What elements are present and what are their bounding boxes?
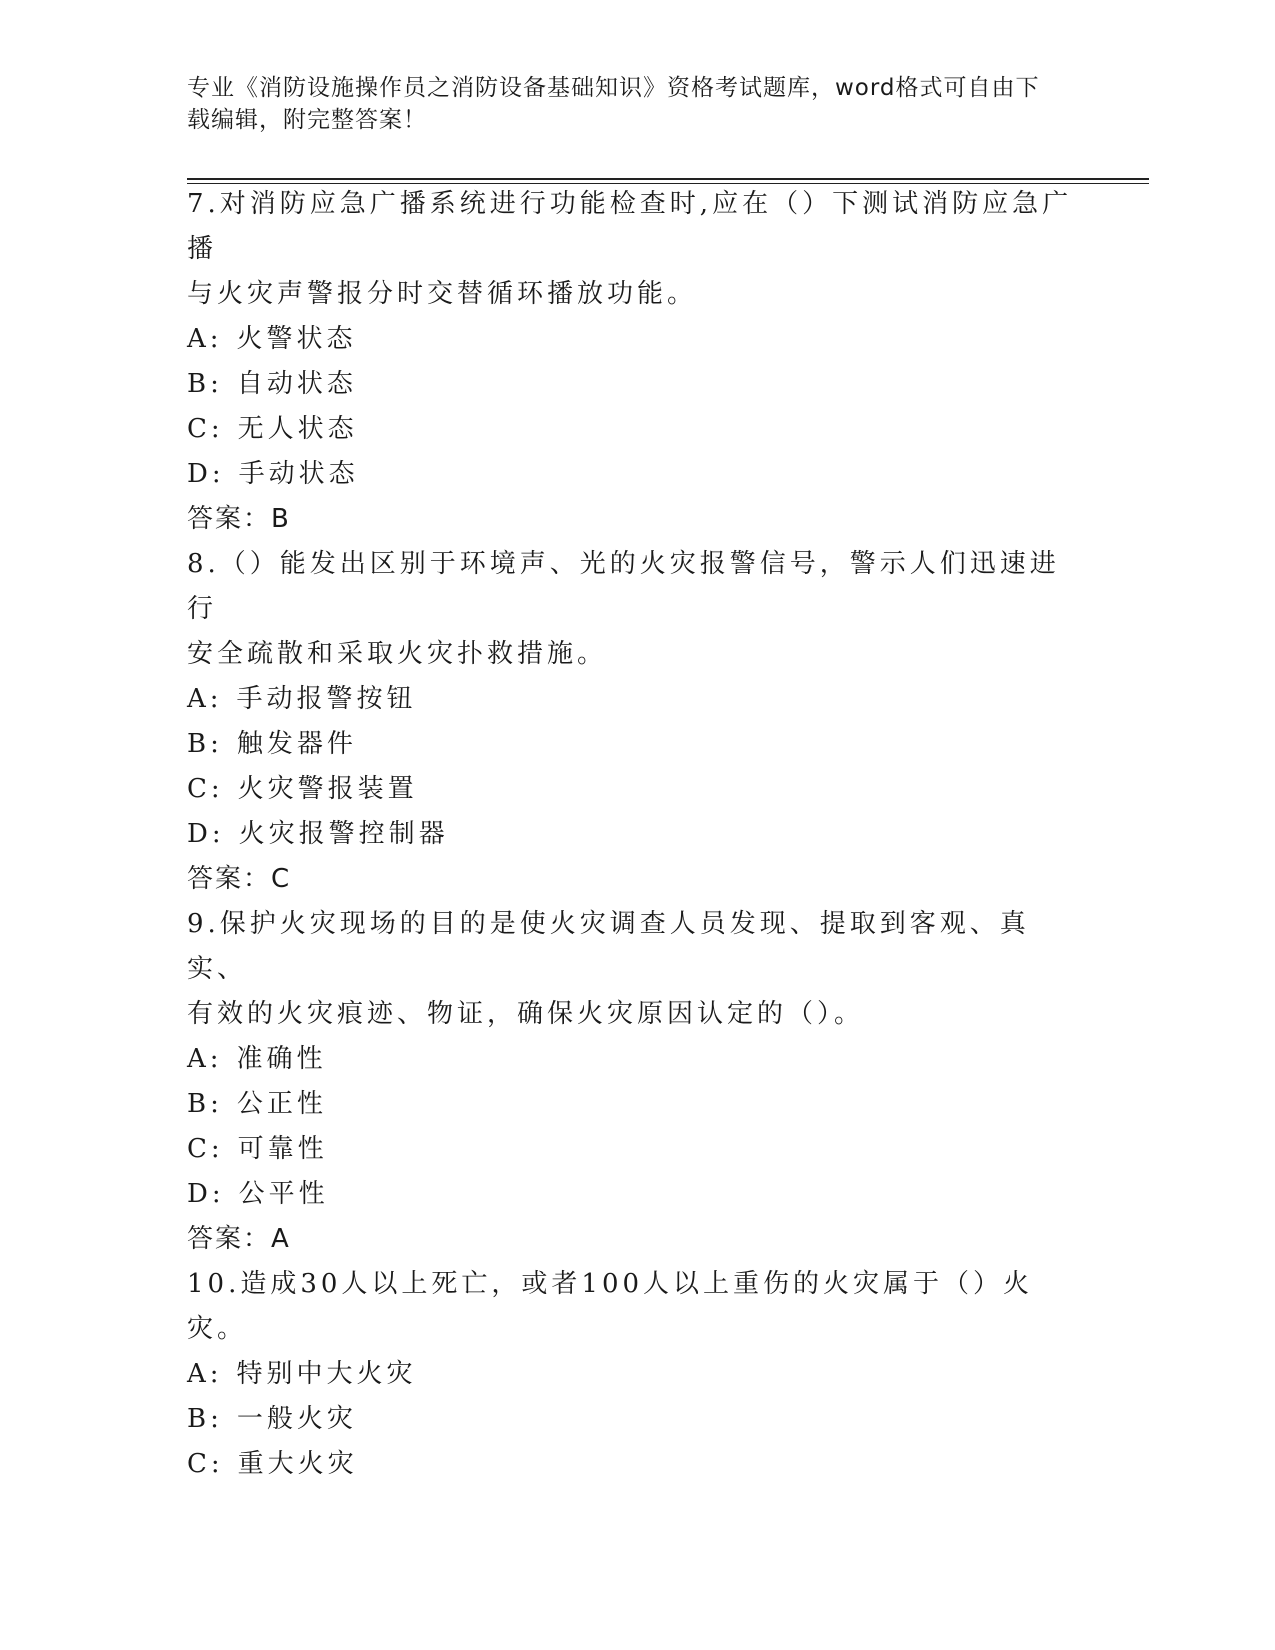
option-key: B: [187,369,223,399]
question-stem-line-2: 与火灾声警报分时交替循环播放功能。 [187,279,698,309]
option-key: C: [187,774,224,804]
option-d [187,812,1087,857]
option-b [187,362,1087,407]
question-8 [187,542,1087,902]
question-stem-line-1: 10.造成30人以上死亡，或者100人以上重伤的火灾属于（）火灾。 [187,1269,1034,1344]
option-c [187,1127,1087,1172]
option-key: D: [187,1179,225,1209]
option-text: 火灾警报装置 [237,774,418,804]
option-d [187,1172,1087,1217]
answer-line: 答案：C [187,864,292,894]
option-text: 火警状态 [236,324,357,354]
option-a [187,677,1087,722]
option-key: D: [187,459,225,489]
option-text: 重大火灾 [237,1449,358,1479]
option-key: C: [187,1449,224,1479]
option-text: 公平性 [238,1179,329,1209]
question-stem-line-1: 7.对消防应急广播系统进行功能检查时,应在（）下测试消防应急广播 [187,189,1073,264]
option-key: A: [187,1044,223,1074]
header-divider-thick [187,178,1149,180]
option-b [187,1082,1087,1127]
option-c [187,407,1087,452]
option-b [187,722,1087,767]
option-key: B: [187,1404,223,1434]
option-key: A: [187,324,223,354]
option-text: 特别中大火灾 [236,1359,417,1389]
answer-line: 答案：B [187,504,291,534]
answer-line: 答案：A [187,1224,291,1254]
option-key: A: [187,1359,223,1389]
option-key: C: [187,1134,224,1164]
option-a [187,1037,1087,1082]
option-key: B: [187,729,223,759]
option-text: 公正性 [236,1089,327,1119]
option-c [187,1442,1087,1487]
option-text: 无人状态 [237,414,358,444]
question-stem-line-2: 安全疏散和采取火灾扑救措施。 [187,639,608,669]
option-key: D: [187,819,225,849]
question-stem-line-2: 有效的火灾痕迹、物证，确保火灾原因认定的（）。 [187,999,865,1029]
option-b [187,1397,1087,1442]
option-a [187,317,1087,362]
option-text: 可靠性 [237,1134,328,1164]
option-d [187,452,1087,497]
option-key: C: [187,414,224,444]
document-header [187,72,1067,136]
option-a [187,1352,1087,1397]
question-stem-line-1: 8.（）能发出区别于环境声、光的火灾报警信号，警示人们迅速进行 [187,549,1060,624]
question-10 [187,1262,1087,1487]
question-7 [187,182,1087,542]
option-text: 一般火灾 [236,1404,357,1434]
option-text: 触发器件 [236,729,357,759]
option-key: A: [187,684,223,714]
option-text: 准确性 [236,1044,327,1074]
option-key: B: [187,1089,223,1119]
option-c [187,767,1087,812]
header-line-1: 专业《消防设施操作员之消防设备基础知识》资格考试题库，word格式可自由下 [187,75,1040,101]
question-stem-line-1: 9.保护火灾现场的目的是使火灾调查人员发现、提取到客观、真实、 [187,909,1030,984]
header-line-2: 载编辑，附完整答案！ [187,107,427,133]
option-text: 火灾报警控制器 [238,819,449,849]
question-9 [187,902,1087,1262]
option-text: 手动报警按钮 [236,684,417,714]
option-text: 自动状态 [236,369,357,399]
option-text: 手动状态 [238,459,359,489]
